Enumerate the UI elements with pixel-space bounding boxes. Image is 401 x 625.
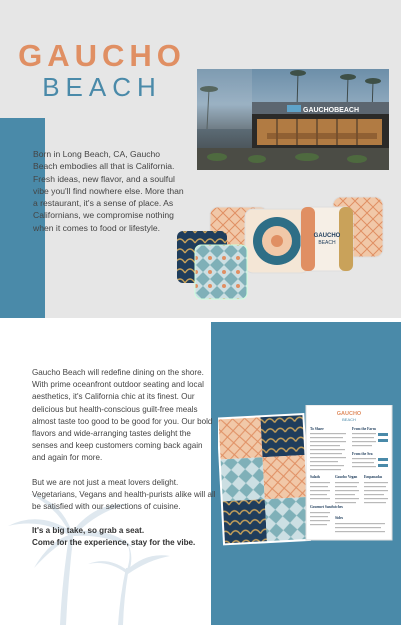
sign-text: GAUCHOBEACH (303, 107, 359, 114)
menu-section-to-share: To Share (310, 427, 324, 431)
intro-paragraph: Born in Long Beach, CA, Gaucho Beach embodies all that is California. Fresh ideas, new flavor, and a soulful vibe you'll find nowhere else. More than a restaurant, it's a sense of place. As Californians, we compromise nothing when it comes to food or lifestyle. (33, 149, 184, 233)
menu-section-salads: Salads (310, 475, 320, 479)
coasters-illustration (175, 195, 385, 305)
logo-beach-word: BEACH (42, 72, 162, 102)
tagline-line-1: It's a big take, so grab a seat. (32, 526, 145, 536)
menu-section-gaucho-vegan: Gaucho Vegan (335, 475, 358, 479)
menu-logo-word1: GAUCHO (336, 411, 362, 417)
body-paragraph-1: Gaucho Beach will redefine dining on the shore. With prime oceanfront outdoor seating and local aesthetics, it's California chic at its finest. Our delicious but health-conscious guilt-free meals almost taste too good to be good for you. Our bold flavors and wide-arranging tastes delight the senses and keep customers coming back again and again for more. (32, 368, 213, 463)
body-paragraph-2: But we are not just a meat lovers delight. Vegetarians, Vegans and health-purists alike will all be satisfied with our selections of cuisine. (32, 477, 216, 512)
menu-section-empanadas: Empanadas (364, 475, 383, 479)
menu-logo-word2: BEACH (342, 417, 356, 422)
tagline-line-2: Come for the experience, stay for the vibe. (32, 538, 196, 548)
coaster-logo-word1: GAUCHO (313, 233, 341, 239)
coaster-logo-word2: BEACH (318, 240, 336, 246)
body-copy (32, 367, 218, 550)
menu-illustration (218, 405, 396, 550)
restaurant-photo (197, 69, 389, 170)
logo-gaucho-word: GAUCHO (18, 38, 186, 73)
restaurant-illustration (197, 69, 389, 170)
menu-section-gourmet-sandwiches: Gourmet Sandwiches (310, 505, 343, 509)
menu-section-from-the-farm: From the Farm (352, 427, 376, 431)
menu-section-sides: Sides (335, 516, 343, 520)
menu-section-from-the-sea: From the Sea (352, 452, 373, 456)
